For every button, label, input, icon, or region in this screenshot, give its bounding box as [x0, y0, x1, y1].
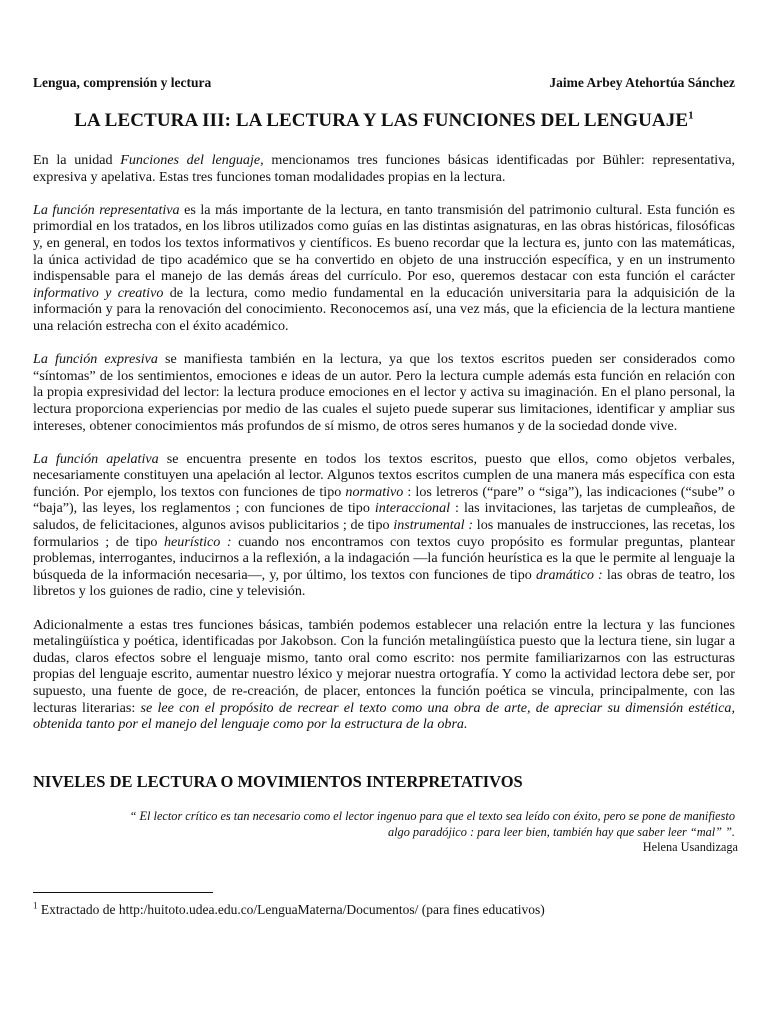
text-run: se manifiesta también en la lectura, ya que los textos escritos pueden ser considerados como “síntomas” de los sentimientos, emociones e ideas de un autor. Pero la lectura cumple además esta función en relación con la propia expresividad del lector: la lectura produce emociones en el lector y activa su imaginación. En el plano personal, la lectura proporciona experiencias por medio de las cuales el sujeto puede superar sus limitaciones, identificar y ampliar sus intereses, obtener conocimientos más profundos de sí mismo, de otros seres humanos y de la sociedad donde vive.	[33, 351, 735, 434]
text-run-italic: instrumental :	[393, 517, 474, 534]
text-run: En la unidad	[33, 152, 121, 168]
text-run: mencionamos tres funciones básicas identificadas por Bühler: representativa, expresiva y apelativa. Estas tres funciones toman modalidades propias en la lectura.	[33, 152, 735, 185]
section-heading: NIVELES DE LECTURA O MOVIMIENTOS INTERPRETATIVOS	[33, 772, 523, 791]
footnote-text: Extractado de http:/huitoto.udea.edu.co/LenguaMaterna/Documentos/ (para fines educativos)	[37, 902, 545, 917]
footnote-divider	[33, 892, 213, 893]
text-run: : los letreros (“pare” o “siga”), las indicaciones (“sube” o “baja”), las leyes, los reglamentos ; con funciones de tipo	[33, 483, 735, 517]
paragraph-adicional	[33, 617, 735, 733]
text-run: : las invitaciones, las tarjetas de cumpleaños, de saludos, de felicitaciones, algunos avisos publicitarios ; de tipo	[33, 500, 735, 534]
paragraph-expresiva	[33, 351, 735, 434]
header-author: Jaime Arbey Atehortúa Sánchez	[549, 75, 735, 90]
title-text: LA LECTURA III: LA LECTURA Y LAS FUNCIONES DEL LENGUAJE	[74, 110, 689, 131]
text-run-italic: heurístico :	[163, 533, 232, 550]
text-run-italic: normativo	[345, 483, 404, 500]
text-run-italic: interaccional	[374, 500, 451, 517]
text-run-italic: La función apelativa	[33, 450, 159, 467]
quote-author: Helena Usandizaga	[642, 840, 738, 854]
paragraph-intro	[33, 152, 735, 185]
epigraph-quote	[33, 808, 735, 840]
footnote	[33, 902, 735, 918]
text-run: es la más importante de la lectura, en tanto transmisión del patrimonio cultural. Esta función es primordial en los tratados, en los libros utilizados como guías en las distintas asignaturas, en las obras históricas, filosóficas y, en general, en todos los textos informativos y científicos. Es bueno recordar que la lectura es, junto con las matemáticas, la única actividad de tipo académico que se ha convertido en objeto de una instrucción específica, y en un instrumento indispensable para el manejo de las demás áreas del currículo. Por eso, queremos destacar con esta función el carácter	[33, 201, 735, 285]
text-run-italic: Funciones del lenguaje,	[120, 152, 264, 168]
page-title	[33, 110, 735, 132]
text-run-italic: informativo y creativo	[33, 284, 164, 301]
footnote-number: 1	[33, 900, 38, 911]
body-text	[33, 152, 735, 749]
text-run-italic: La función expresiva	[33, 351, 158, 368]
text-run: cuando nos encontramos con textos cuyo propósito es formular preguntas, plantear problemas, interrogantes, inducirnos a la reflexión, a la indagación —la función heurística es la que le permite al lenguaje la búsqueda de la información necesaria—, y, por último, los textos con funciones de tipo	[33, 533, 735, 583]
text-run-italic: se lee con el propósito de recrear el texto como una obra de arte, de apreciar su dimensión estética, obtenida tanto por el manejo del lenguaje como por la estructura de la obra.	[33, 699, 735, 733]
paragraph-apelativa	[33, 451, 735, 600]
title-footnote-ref: 1	[688, 109, 694, 122]
text-run: se encuentra presente en todos los textos escritos, puesto que ellos, como objetos verbales, necesariamente constituyen una apelación al lector. Algunos textos escritos cumplen de una manera más específica con esta función. Por ejemplo, los textos con funciones de tipo	[33, 450, 735, 500]
text-run: de la lectura, como medio fundamental en la educación universitaria para la adquisición de la información y para la renovación del conocimiento. Reconocemos así, una vez más, que la eficiencia de la lectura mantiene una relación estrecha con el éxito académico.	[33, 284, 735, 334]
paragraph-representativa	[33, 202, 735, 335]
text-run-italic: La función representativa	[33, 201, 180, 218]
header-course: Lengua, comprensión y lectura	[33, 75, 212, 90]
text-run: las obras de teatro, los libretos y los guiones de radio, cine y televisión.	[33, 566, 735, 600]
text-run: los manuales de instrucciones, las recetas, los formularios ; de tipo	[33, 517, 735, 550]
text-run: Adicionalmente a estas tres funciones básicas, también podemos establecer una relación entre la lectura y las funciones metalingüística y poética, identificadas por Jakobson. Con la función metalingüística puesto que la lectura tiene, sin lugar a dudas, claros efectos sobre el lenguaje mismo, tanto oral como escrito: nos permite familiarizarnos con las estructuras propias del lenguaje escrito, aumentar nuestro léxico y mejorar nuestra ortografía. Y como la actividad lectora debe ser, por supuesto, una fuente de goce, de re-creación, de placer, entonces la función poética se vincula, principalmente, con las lecturas literarias:	[33, 616, 735, 716]
page-header	[33, 75, 735, 91]
text-run-italic: dramático :	[535, 566, 603, 583]
quote-line: algo paradójico : para leer bien, también hay que saber leer “mal” ”.	[387, 825, 735, 839]
quote-line: “ El lector crítico es tan necesario como el lector ingenuo para que el texto sea leído con éxito, pero se pone de manifiesto	[129, 809, 735, 823]
